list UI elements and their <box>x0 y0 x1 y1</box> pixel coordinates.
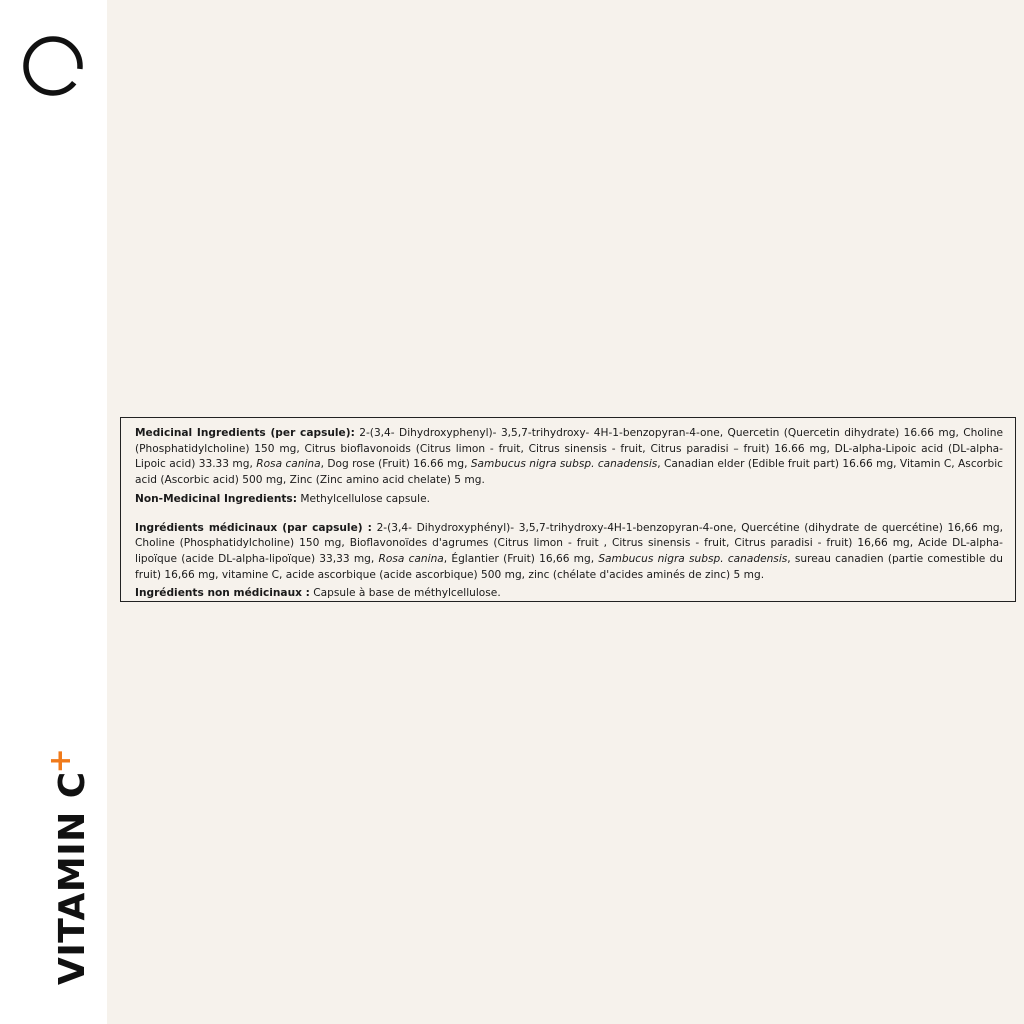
french-non-medicinal-ingredients <box>135 586 1003 602</box>
plus-sign: + <box>43 747 78 774</box>
open-circle-logo-icon <box>20 33 86 99</box>
english-non-medicinal-heading: Non-Medicinal Ingredients: <box>135 492 297 505</box>
english-medicinal-heading: Medicinal Ingredients (per capsule): <box>135 427 355 439</box>
english-medicinal-text-3: , Canadian elder (Edible fruit part) 16.66 mg, Vitamin C, Ascorbic acid (Ascorbic acid) 500 mg, Zinc (Zinc amino acid chelate) 5 mg. <box>135 458 1003 487</box>
english-latin-name-2: Sambucus nigra subsp. canadensis <box>470 458 658 471</box>
product-name <box>43 746 93 985</box>
french-medicinal-text-1: 2-(3,4- Dihydroxyphényl)- 3,5,7-trihydroxy-4H-1-benzopyran-4-one, Quercétine (dihydrate de quercétine) 16,66 mg, Choline (Phosphatidylcholine) 150 mg, Bioflavonoïdes d'agrumes (Citrus limon - fruit , Citrus sinensis - fruit, Citrus paradisi - fruit) 16,66 mg, Acide DL-alpha-lipoïque (acide DL-alpha-lipoïque) 33,33 mg, <box>135 521 1003 565</box>
english-non-medicinal-text: Methylcellulose capsule. <box>296 492 430 505</box>
english-medicinal-text-2: , Dog rose (Fruit) 16.66 mg, <box>320 458 471 471</box>
product-name-text: VITAMIN C <box>52 771 93 985</box>
french-medicinal-ingredients <box>135 521 1003 584</box>
french-latin-name-1: Rosa canina <box>378 552 444 565</box>
french-medicinal-text-2: , Églantier (Fruit) 16,66 mg, <box>443 552 599 565</box>
english-latin-name-1: Rosa canina <box>256 458 321 471</box>
french-medicinal-text-3: , sureau canadien (partie comestible du fruit) 16,66 mg, vitamine C, acide ascorbique (acide ascorbique) 500 mg, zinc (chélate d'acides aminés de zinc) 5 mg. <box>135 552 1003 581</box>
french-latin-name-2: Sambucus nigra subsp. canadensis <box>598 552 788 565</box>
french-medicinal-heading: Ingrédients médicinaux (par capsule) : <box>135 521 372 534</box>
ingredients-box <box>120 417 1016 602</box>
french-non-medicinal-heading: Ingrédients non médicinaux : <box>135 587 310 600</box>
english-medicinal-text-1: 2-(3,4- Dihydroxyphenyl)- 3,5,7-trihydroxy- 4H-1-benzopyran-4-one, Quercetin (Quercetin dihydrate) 16.66 mg, Choline (Phosphatidylcholine) 150 mg, Citrus bioflavonoids (Citrus limon - fruit, Citrus sinensis - fruit, Citrus paradisi – fruit) 16.66 mg, DL-alpha-Lipoic acid (DL-alpha-Lipoic acid) 33.33 mg, <box>135 427 1003 471</box>
english-medicinal-ingredients <box>135 426 1003 489</box>
brand-sidebar <box>0 0 107 1024</box>
french-non-medicinal-text: Capsule à base de méthylcellulose. <box>309 587 501 600</box>
english-non-medicinal-ingredients <box>135 492 1003 508</box>
